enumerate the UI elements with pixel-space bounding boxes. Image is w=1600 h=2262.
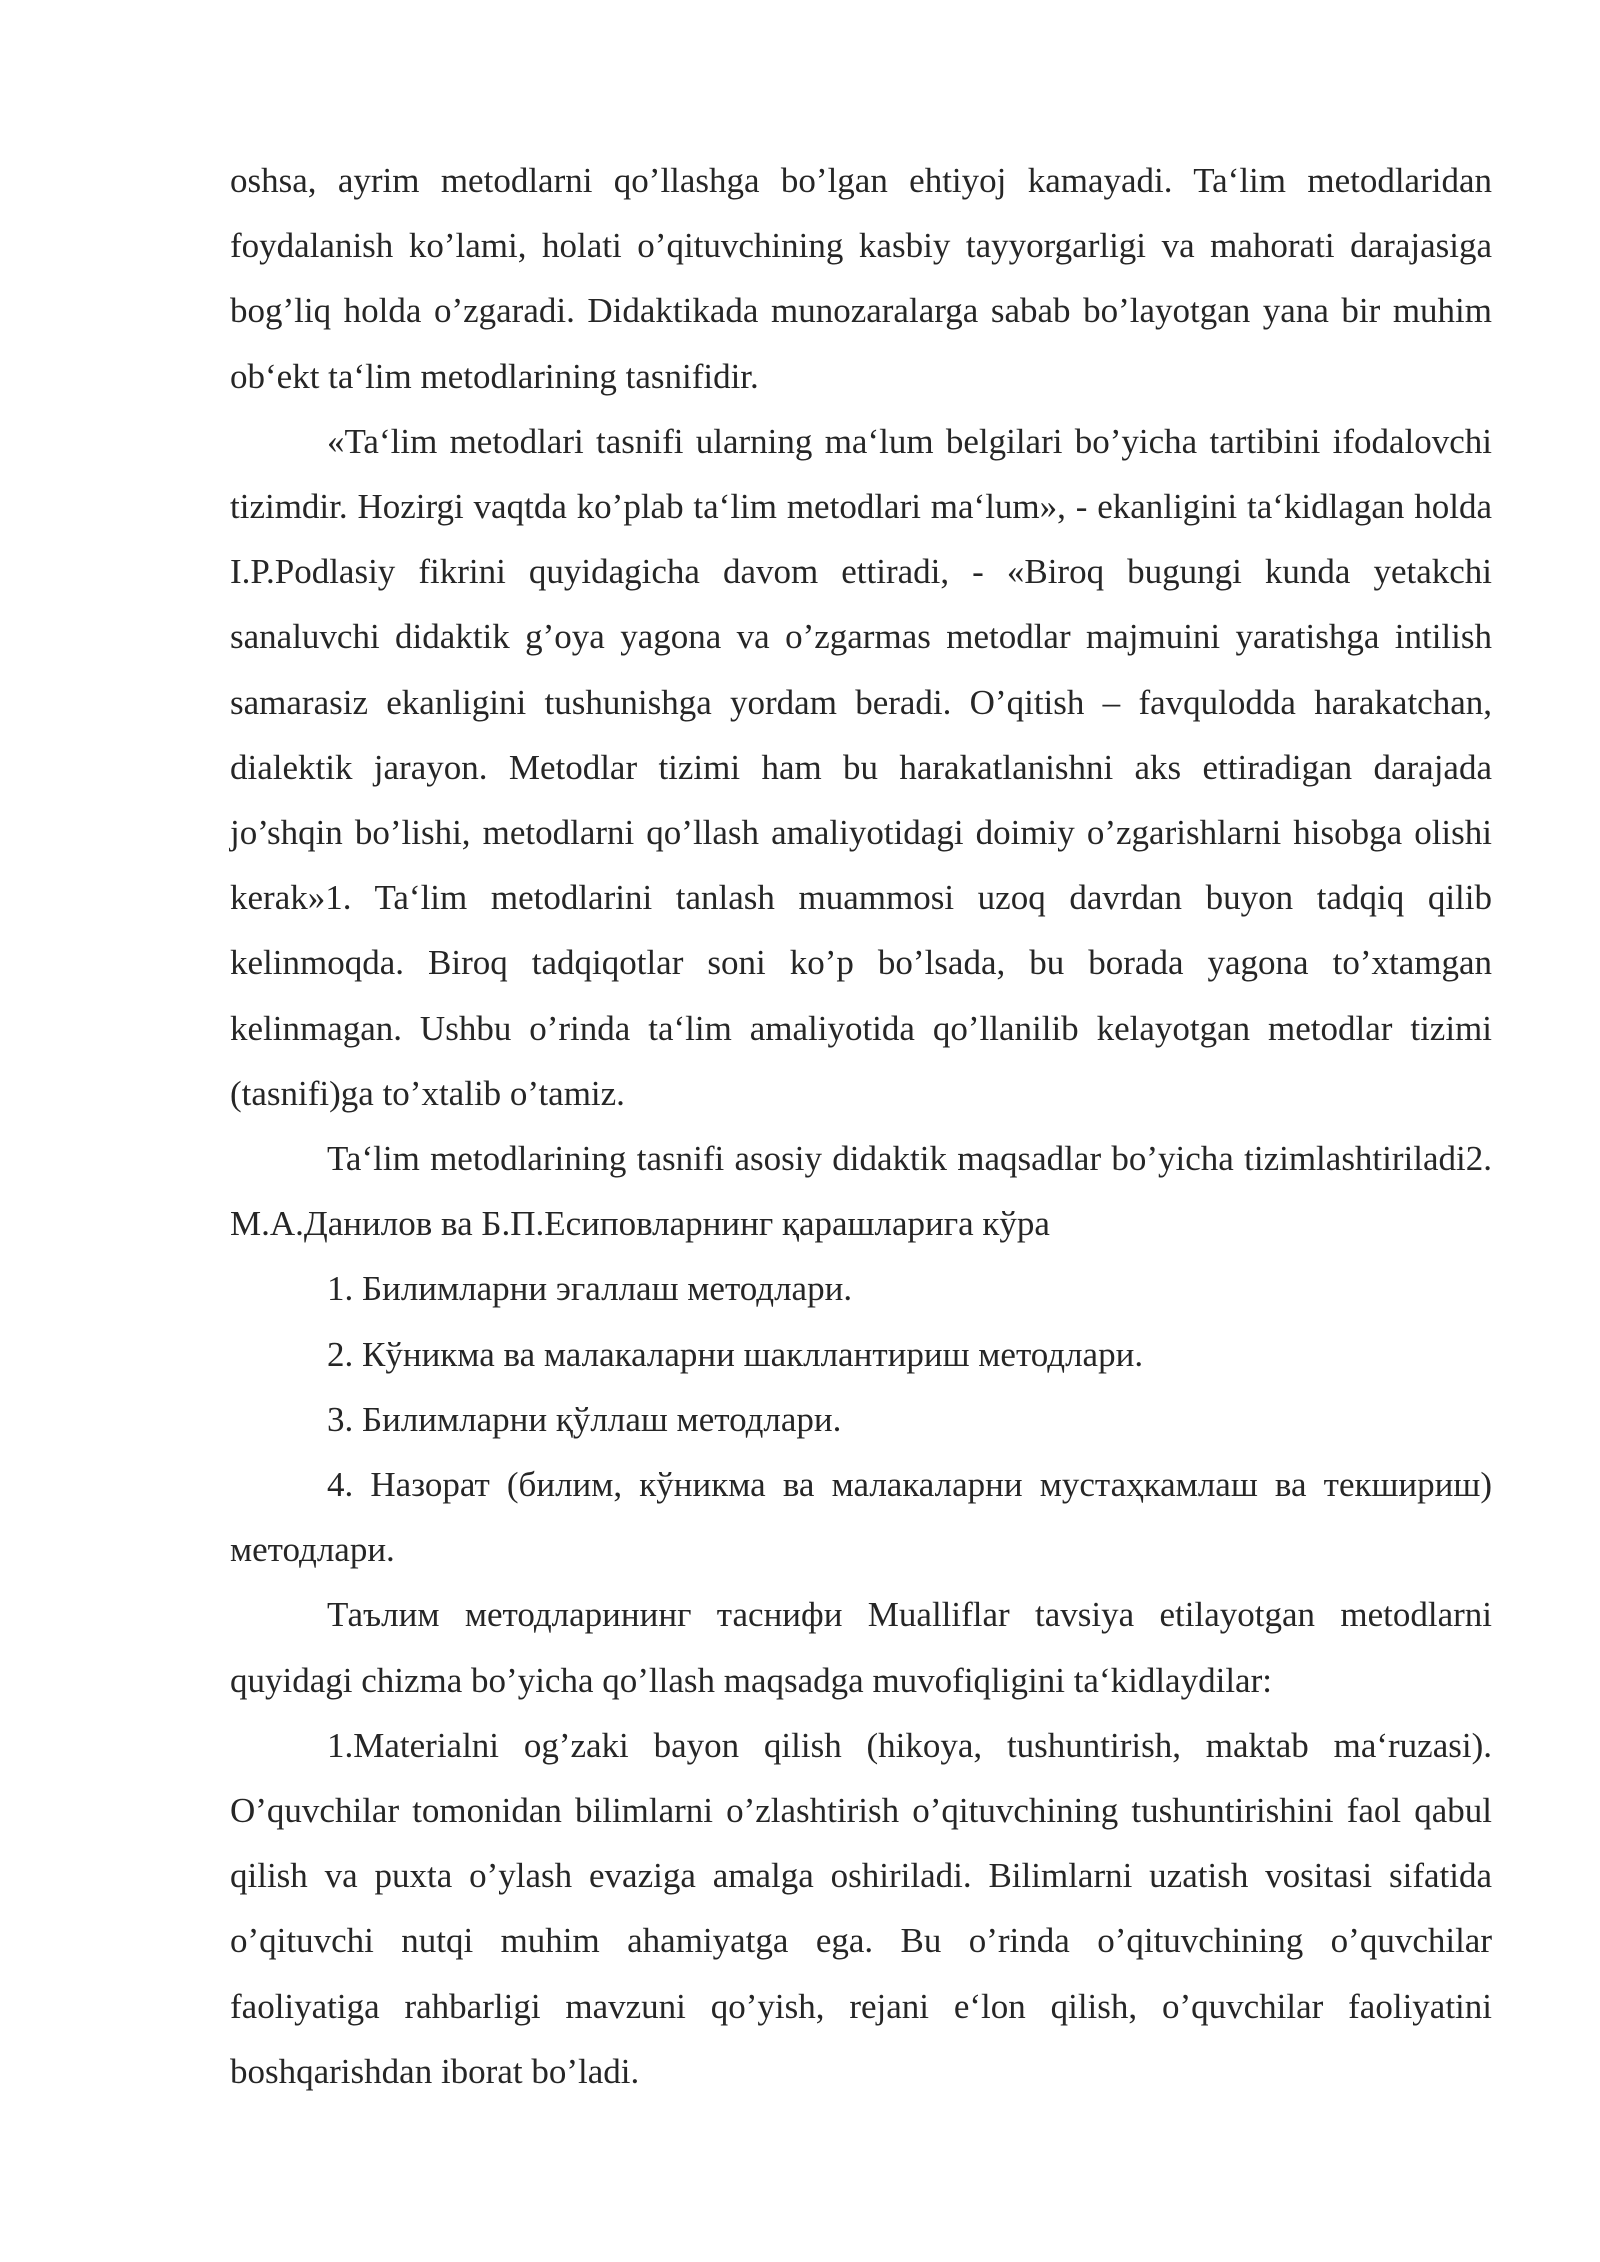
paragraph-4: Таълим методларининг таснифи Mualliflar tavsiya etilayotgan metodlarni quyidagi chizma bo’yicha qo’llash maqsadga muvofiqligini ta‘kidlaydilar: [230, 1595, 1492, 1700]
list-item-3: 3. Билимларни қўллаш методлари. [327, 1399, 842, 1439]
list-item-4: 4. Назорат (билим, кўникма ва малакаларни мустаҳкамлаш ва текшириш) методлари. [230, 1465, 1492, 1570]
paragraph-2: «Ta‘lim metodlari tasnifi ularning ma‘lum belgilari bo’yicha tartibini ifodalovchi tizimdir. Hozirgi vaqtda ko’plab ta‘lim metodlari ma‘lum», - ekanligini ta‘kidlagan holda I.P.Podlasiy fikrini quyidagicha davom ettiradi, - «Biroq bugungi kunda yetakchi sanaluvchi didaktik g’oya yagona va o’zgarmas metodlar majmuini yaratishga intilish samarasiz ekanligini tushunishga yordam beradi. O’qitish – favqulodda harakatchan, dialektik jarayon. Metodlar tizimi ham bu harakatlanishni aks ettiradigan darajada jo’shqin bo’lishi, metodlarni qo’llash amaliyotidagi doimiy o’zgarishlarni hisobga olishi kerak»1. Ta‘lim metodlarini tanlash muammosi uzoq davrdan buyon tadqiq qilib kelinmoqda. Biroq tadqiqotlar soni ko’p bo’lsada, bu borada yagona to’xtamgan kelinmagan. Ushbu o’rinda ta‘lim amaliyotida qo’llanilib kelayotgan metodlar tizimi (tasnifi)ga to’xtalib o’tamiz. [230, 421, 1492, 1113]
paragraph-3: Ta‘lim metodlarining tasnifi asosiy didaktik maqsadlar bo’yicha tizimlashtiriladi2. М.А.Данилов ва Б.П.Есиповларнинг қарашларига кўра [230, 1139, 1492, 1244]
document-page [230, 148, 1492, 2104]
list-item-1: 1. Билимларни эгаллаш методлари. [327, 1269, 853, 1309]
paragraph-1: oshsa, ayrim metodlarni qo’llashga bo’lgan ehtiyoj kamayadi. Ta‘lim metodlaridan foydalanish ko’lami, holati o’qituvchining kasbiy tayyorgarligi va mahorati darajasiga bog’liq holda o’zgaradi. Didaktikada munozaralarga sabab bo’layotgan yana bir muhim ob‘ekt ta‘lim metodlarining tasnifidir. [230, 161, 1492, 396]
list-item-2: 2. Кўникма ва малакаларни шакллантириш методлари. [327, 1334, 1144, 1374]
paragraph-5: 1.Materialni og’zaki bayon qilish (hikoya, tushuntirish, maktab ma‘ruzasi). O’quvchilar tomonidan bilimlarni o’zlashtirish o’qituvchining tushuntirishini faol qabul qilish va puxta o’ylash evaziga amalga oshiriladi. Bilimlarni uzatish vositasi sifatida o’qituvchi nutqi muhim ahamiyatga ega. Bu o’rinda o’qituvchining o’quvchilar faoliyatiga rahbarligi mavzuni qo’yish, rejani e‘lon qilish, o’quvchilar faoliyatini boshqarishdan iborat bo’ladi. [230, 1725, 1492, 2091]
